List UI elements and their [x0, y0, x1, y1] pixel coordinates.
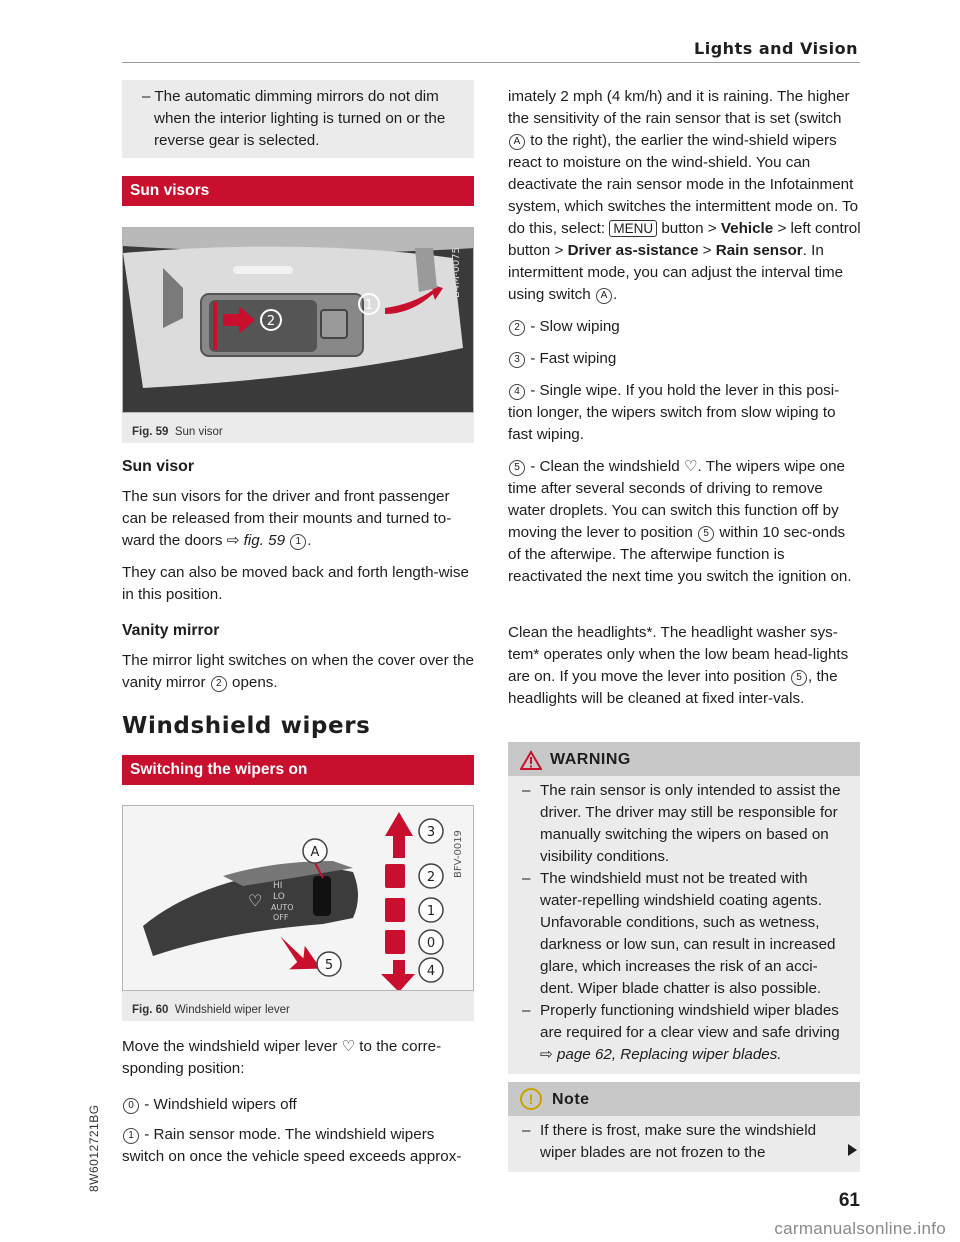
position-5-item [508, 456, 862, 588]
svg-text:2: 2 [266, 314, 276, 329]
headlights-paragraph [508, 622, 862, 710]
warning-title: WARNING [550, 751, 631, 768]
rain-text-e: > [702, 242, 712, 259]
position-1-item [122, 1124, 474, 1168]
position-5-text-c: within 10 sec-onds of the afterwipe. The afterwipe function is reactivated the next time you switch the ignition on. [508, 524, 852, 585]
callout-2-icon: 2 [211, 676, 227, 692]
fig59-code: B4M-0075 [451, 247, 462, 298]
position-0-icon: 0 [123, 1098, 139, 1114]
page-number: 61 [838, 1190, 860, 1211]
sun-visor-illustration [123, 228, 474, 413]
note-item-1: – If there is frost, make sure the windshield wiper blades are not frozen to the [522, 1120, 846, 1164]
vanity-mirror-heading: Vanity mirror [122, 622, 220, 639]
fig59-link[interactable]: ⇨ fig. 59 [226, 532, 286, 549]
fig60-caption [122, 991, 474, 1021]
fig60-number: Fig. 60 [132, 1004, 169, 1016]
svg-text:HI: HI [273, 881, 283, 891]
washer-icon: ♡ [683, 458, 698, 475]
windshield-wipers-heading: Windshield wipers [122, 713, 371, 739]
section-header: Lights and Vision [694, 39, 858, 58]
sun-visor-paragraph-1: The sun visors for the driver and front passenger can be released from their mounts and turned to-ward the doors ⇨ fig. 59 1 . [122, 488, 452, 549]
wiper-lever-illustration [123, 806, 474, 991]
position-1-icon: 1 [123, 1128, 139, 1144]
position-0-text: - Windshield wipers off [144, 1096, 297, 1113]
vehicle-menu-item: Vehicle [720, 220, 774, 237]
svg-text:2: 2 [426, 870, 436, 885]
headlights-text-b: , the headlights will be cleaned at fixed inter-vals. [508, 668, 838, 707]
fig59-caption-text: Sun visor [174, 426, 223, 438]
fig59-caption-box [122, 413, 474, 443]
rain-text-a: imately 2 mph (4 km/h) and it is raining. The higher the sensitivity of the rain sensor that is set (switch [508, 88, 850, 127]
fig60-caption-text: Windshield wiper lever [174, 1004, 290, 1016]
replacing-wiper-blades-link[interactable]: ⇨ page 62, Replacing wiper blades. [540, 1046, 782, 1063]
position-4-item [508, 380, 862, 446]
position-2-text: - Slow wiping [530, 318, 620, 335]
position-3-icon: 3 [509, 352, 525, 368]
svg-text:0: 0 [426, 936, 436, 951]
position-4-text: - Single wipe. If you hold the lever in this posi-tion longer, the wipers switch from slow wiping to fast wiping. [508, 382, 840, 443]
fig59-caption [122, 413, 474, 443]
header-rule [122, 62, 860, 63]
position-2-item [508, 316, 862, 338]
svg-text:AUTO: AUTO [271, 903, 294, 912]
position-3-text: - Fast wiping [530, 350, 617, 367]
sun-visor-paragraph-2: They can also be moved back and forth length-wise in this position. [122, 564, 469, 603]
note-info-icon: ! [520, 1088, 542, 1110]
figure-59-image [122, 227, 474, 413]
warning-item-1: – The rain sensor is only intended to assist the driver. The driver may still be responsible for manually switching the wipers on based on visibility conditions. [522, 780, 846, 868]
headlights-text-a: Clean the headlights*. The headlight washer sys-tem* operates only when the low beam head-lights are on. If you move the lever into position [508, 624, 849, 685]
rain-text-b: to the right), the earlier the wind-shield wipers react to moisture on the wind-shield. You can deactivate the rain sensor mode in the Infotainment system, which switches the intermittent mode on. To do this, select: [508, 132, 859, 237]
fig60-code: BFV-0019 [453, 830, 464, 878]
mirror-note-text: – The automatic dimming mirrors do not dim when the interior lighting is turned on or the reverse gear is selected. [142, 88, 446, 149]
warning-item-3 [522, 1000, 846, 1066]
menu-key: MENU [609, 220, 657, 237]
position-3-item [508, 348, 862, 370]
warning-item-2: – The windshield must not be treated with water-repelling windshield coating agents. Unfavorable conditions, such as wetness, darkness or low sun, can result in increased glare, which increases the risk of an acci-dent. Wiper blade chatter is also possible. [522, 868, 846, 1000]
callout-1-icon: 1 [290, 534, 306, 550]
rain-sensor-paragraph: imately 2 mph (4 km/h) and it is raining. The higher the sensitivity of the rain sensor that is set (switch A to the right), the earlier the wind-shield wipers react to moisture on the wind-shield. You can deactivate the rain sensor mode in the Infotainment system, which switches the intermittent mode on. To do this, select: MENU button > Vehicle > left control button > Driver as-sistance > Rain sensor. In intermittent mode, you can adjust the interval time using switch A . [508, 88, 861, 303]
rain-text-f: . In intermittent mode, you can adjust the interval time using switch [508, 242, 844, 303]
rain-sensor-menu-item: Rain sensor [715, 242, 803, 259]
svg-text:LO: LO [273, 892, 285, 902]
svg-text:4: 4 [426, 964, 436, 979]
note-body [508, 1116, 860, 1172]
vanity-text-a: The mirror light switches on when the cover over the vanity mirror [122, 652, 474, 691]
svg-text:♡: ♡ [248, 891, 263, 910]
sun-visor-heading: Sun visor [122, 458, 194, 475]
position-5-text-b: . The wipers wipe one time after several seconds of driving to remove water droplets. You can switch this function off by moving the lever to position [508, 458, 845, 541]
position-4-icon: 4 [509, 384, 525, 400]
document-code: 8W6012721BG [87, 1104, 101, 1192]
mirror-note-box [122, 80, 474, 158]
warning-triangle-icon [520, 750, 542, 770]
position-2-icon: 2 [509, 320, 525, 336]
position-5-icon: 5 [509, 460, 525, 476]
position-5-icon-3: 5 [791, 670, 807, 686]
position-1-text: - Rain sensor mode. The windshield wipers switch on once the vehicle speed exceeds approx- [122, 1126, 462, 1165]
watermark: carmanualsonline.info [774, 1219, 946, 1238]
svg-text:1: 1 [364, 298, 374, 313]
svg-text:1: 1 [426, 904, 436, 919]
note-title-bar [508, 1082, 860, 1116]
svg-text:OFF: OFF [273, 913, 289, 922]
continue-arrow-icon [848, 1144, 857, 1156]
vanity-text-b: opens. [232, 674, 278, 691]
warning-list [508, 776, 860, 1066]
position-5-text-a: - Clean the windshield [530, 458, 680, 475]
vanity-mirror-paragraph [122, 650, 474, 694]
svg-text:A: A [310, 845, 320, 860]
svg-text:3: 3 [426, 825, 436, 840]
figure-60-image [122, 805, 474, 991]
warning-body [508, 776, 860, 1074]
fig60-caption-box [122, 991, 474, 1021]
fig59-number: Fig. 59 [132, 426, 169, 438]
rain-text-c: button > [661, 220, 717, 237]
sun-visor-p1-text: The sun visors for the driver and front passenger can be released from their mounts and turned to-ward the doors [122, 488, 452, 549]
position-0-item [122, 1094, 474, 1116]
rain-text-d: > left control button > [508, 220, 861, 259]
note-title: Note [552, 1091, 590, 1108]
position-5-icon-2: 5 [698, 526, 714, 542]
note-list [508, 1116, 860, 1164]
switch-a-icon: A [509, 134, 525, 150]
switching-wipers-title-bar: Switching the wipers on [122, 755, 474, 785]
warning-item-3-text: Properly functioning windshield wiper blades are required for a clear view and safe driving [540, 1002, 840, 1041]
move-lever-paragraph: Move the windshield wiper lever ♡ to the corre-sponding position: [122, 1038, 442, 1077]
warning-title-bar [508, 742, 860, 776]
sun-visors-title-bar: Sun visors [122, 176, 474, 206]
switch-a-icon-2: A [596, 288, 612, 304]
svg-text:5: 5 [324, 958, 334, 973]
driver-assistance-menu-item: Driver as-sistance [567, 242, 699, 259]
